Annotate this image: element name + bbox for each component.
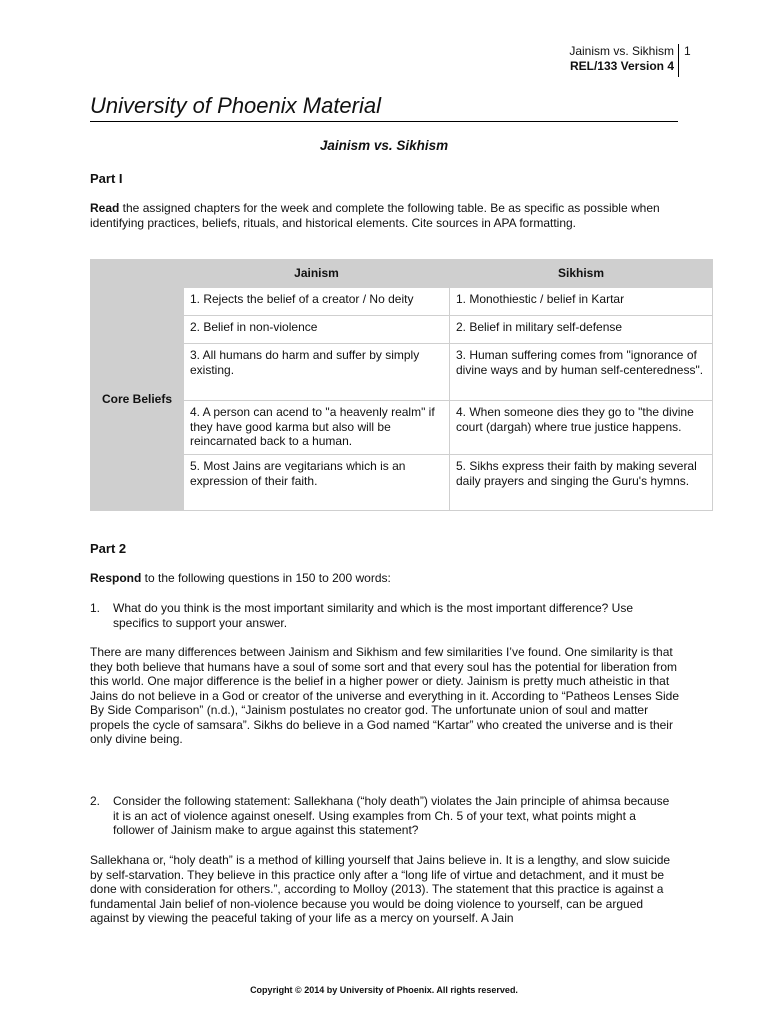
- part2-instructions: [90, 571, 680, 586]
- table-cell: 4. When someone dies they go to "the divine court (dargah) where true justice happens.: [450, 401, 713, 455]
- title-rule: [90, 121, 678, 122]
- table-row: [91, 316, 713, 344]
- table-row: [91, 455, 713, 511]
- question2: Consider the following statement: Sallekhana (“holy death”) violates the Jain principle of ahimsa because it is an act of violence against oneself. Using examples from Ch. 5 of your text, what points might a follower of Jainism make to argue against this statement?: [113, 794, 670, 837]
- copyright-footer: Copyright © 2014 by University of Phoenix. All rights reserved.: [250, 985, 518, 995]
- page-number: 1: [684, 44, 691, 58]
- table-cell: 2. Belief in non-violence: [184, 316, 450, 344]
- table-header-row: [91, 260, 713, 288]
- table-row: [91, 288, 713, 316]
- table-cell: 4. A person can acend to "a heavenly realm" if they have good karma but also will be reincarnated back to a human.: [184, 401, 450, 455]
- table-cell: 5. Most Jains are vegitarians which is an expression of their faith.: [184, 455, 450, 511]
- table-cell: 5. Sikhs express their faith by making several daily prayers and singing the Guru's hymns.: [450, 455, 713, 511]
- course-code: REL/133 Version 4: [569, 59, 674, 73]
- table-row: [91, 401, 713, 455]
- question1-number: 1.: [90, 601, 101, 615]
- running-header-title: Jainism vs. Sikhism: [569, 44, 674, 58]
- document-title: University of Phoenix Material: [90, 93, 382, 118]
- table-cell: 1. Rejects the belief of a creator / No deity: [184, 288, 450, 316]
- document-subtitle: Jainism vs. Sikhism: [319, 138, 449, 153]
- part1-lead: Read: [90, 201, 120, 215]
- comparison-table: [90, 259, 713, 511]
- table-cell: 2. Belief in military self-defense: [450, 316, 713, 344]
- table-cell: 1. Monothiestic / belief in Kartar: [450, 288, 713, 316]
- answer1: There are many differences between Jainism and Sikhism and few similarities I’ve found. One similarity is that they both believe that humans have a soul of some sort and that every soul has the potential for liberation from this world. One major difference is the belief in a higher power or diety. Jainism is pretty much atheistic in that Jains do not believe in a God or creator of the universe and everything in it. According to “Patheos Lenses Side By Side Comparison” (n.d.), “Jainism postulates no creator god. The unfortunate union of soul and matter propels the cycle of samsara”. Sikhs do believe in a God named “Kartar” who created the universe and is their only divine being.: [90, 645, 680, 746]
- part2-instructions-text: to the following questions in 150 to 200 words:: [141, 571, 391, 585]
- question1: What do you think is the most important similarity and which is the most important difference? Use specifics to support your answer.: [113, 601, 634, 630]
- column-header-jainism: Jainism: [184, 260, 450, 288]
- part1-instructions-text: the assigned chapters for the week and complete the following table. Be as specific as possible when identifying practices, beliefs, rituals, and historical elements. Cite sources in APA formatting.: [90, 201, 660, 230]
- table-corner: [91, 260, 184, 288]
- part2-heading: Part 2: [90, 541, 127, 556]
- part1-instructions: [90, 201, 680, 230]
- column-header-sikhism: Sikhism: [450, 260, 713, 288]
- running-header: [560, 44, 674, 74]
- part1-heading: Part I: [90, 171, 123, 186]
- row-label-core-beliefs: Core Beliefs: [91, 288, 184, 511]
- header-divider: [678, 44, 679, 77]
- question2-number: 2.: [90, 794, 101, 808]
- part2-lead: Respond: [90, 571, 142, 585]
- table-cell: 3. All humans do harm and suffer by simply existing.: [184, 344, 450, 401]
- answer2: Sallekhana or, “holy death” is a method of killing yourself that Jains believe in. It is a lengthy, and slow suicide by self-starvation. They believe in this practice only after a “long life of virtue and detachment, and it must be done with consideration for others.”, according to Molloy (2013). The statement that this practice is against a fundamental Jain belief of non-violence because you would be doing violence to yourself, can be argued against by viewing the peaceful taking of your life as a mercy on yourself. A Jain: [90, 853, 671, 925]
- table-row: [91, 344, 713, 401]
- table-cell: 3. Human suffering comes from "ignorance of divine ways and by human self-centeredness".: [450, 344, 713, 401]
